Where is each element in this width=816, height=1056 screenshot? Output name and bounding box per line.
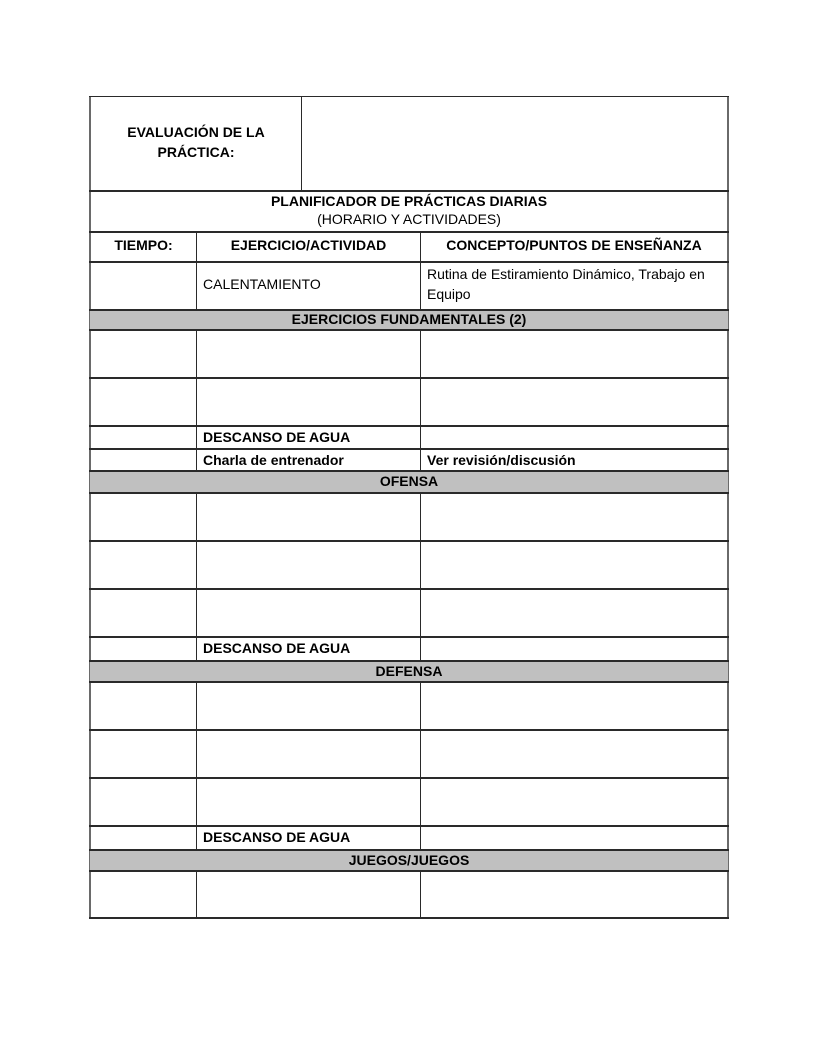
defense-row3-time[interactable] xyxy=(91,779,196,825)
defense-row2-activity[interactable] xyxy=(197,731,420,777)
column-header-concept: CONCEPTO/PUNTOS DE ENSEÑANZA xyxy=(446,237,702,253)
offense-row3-concept[interactable] xyxy=(421,590,727,636)
fundamentals-row2-concept[interactable] xyxy=(421,379,727,425)
coach-talk: Charla de entrenador xyxy=(203,452,344,468)
defense-row2-time[interactable] xyxy=(91,731,196,777)
grid-line xyxy=(89,917,729,919)
defense-row1-concept[interactable] xyxy=(421,683,727,729)
games-row1-time[interactable] xyxy=(91,872,196,917)
grid-line xyxy=(89,190,729,192)
fundamentals-row1-activity[interactable] xyxy=(197,331,420,377)
offense-row2-activity[interactable] xyxy=(197,542,420,588)
evaluation-label-line2: PRÁCTICA: xyxy=(157,144,235,160)
grid-line xyxy=(89,448,729,450)
offense-row3-activity[interactable] xyxy=(197,590,420,636)
fundamentals-water-break: DESCANSO DE AGUA xyxy=(203,429,351,445)
warmup-concept-line1: Rutina de Estiramiento Dinámico, Trabajo en xyxy=(427,266,705,282)
defense-water-break: DESCANSO DE AGUA xyxy=(203,829,351,845)
evaluation-value-field[interactable] xyxy=(303,98,726,189)
warmup-concept-line2: Equipo xyxy=(427,286,471,302)
offense-row3-time[interactable] xyxy=(91,590,196,636)
evaluation-label-line1: EVALUACIÓN DE LA xyxy=(127,124,265,140)
grid-line xyxy=(89,825,729,827)
grid-line xyxy=(89,261,729,263)
defense-row1-activity[interactable] xyxy=(197,683,420,729)
offense-row2-time[interactable] xyxy=(91,542,196,588)
offense-row1-time[interactable] xyxy=(91,494,196,540)
games-row1-concept[interactable] xyxy=(421,872,727,917)
grid-line xyxy=(89,231,729,233)
section-title-games: JUEGOS/JUEGOS xyxy=(348,852,470,868)
grid-line xyxy=(89,470,729,472)
offense-row1-activity[interactable] xyxy=(197,494,420,540)
defense-row2-concept[interactable] xyxy=(421,731,727,777)
grid-line xyxy=(89,425,729,427)
offense-water-break: DESCANSO DE AGUA xyxy=(203,640,351,656)
grid-line xyxy=(89,849,729,851)
offense-row2-concept[interactable] xyxy=(421,542,727,588)
fundamentals-row1-time[interactable] xyxy=(91,331,196,377)
defense-row1-time[interactable] xyxy=(91,683,196,729)
grid-line xyxy=(89,636,729,638)
fundamentals-row2-activity[interactable] xyxy=(197,379,420,425)
grid-line xyxy=(89,96,729,97)
warmup-activity: CALENTAMIENTO xyxy=(203,276,321,292)
section-title-offense: OFENSA xyxy=(379,473,439,489)
grid-line xyxy=(301,96,302,191)
games-row1-activity[interactable] xyxy=(197,872,420,917)
table-border-right xyxy=(727,96,729,919)
column-header-time: TIEMPO: xyxy=(114,237,173,253)
offense-row1-concept[interactable] xyxy=(421,494,727,540)
section-title-fundamentals: EJERCICIOS FUNDAMENTALES (2) xyxy=(291,311,527,327)
coach-talk-concept: Ver revisión/discusión xyxy=(427,452,576,468)
defense-row3-concept[interactable] xyxy=(421,779,727,825)
planner-subtitle: (HORARIO Y ACTIVIDADES) xyxy=(317,211,501,227)
planner-title: PLANIFICADOR DE PRÁCTICAS DIARIAS xyxy=(270,193,548,209)
grid-line xyxy=(89,660,729,662)
defense-row3-activity[interactable] xyxy=(197,779,420,825)
section-title-defense: DEFENSA xyxy=(375,663,443,679)
fundamentals-row2-time[interactable] xyxy=(91,379,196,425)
fundamentals-row1-concept[interactable] xyxy=(421,331,727,377)
column-header-activity: EJERCICIO/ACTIVIDAD xyxy=(230,237,387,253)
